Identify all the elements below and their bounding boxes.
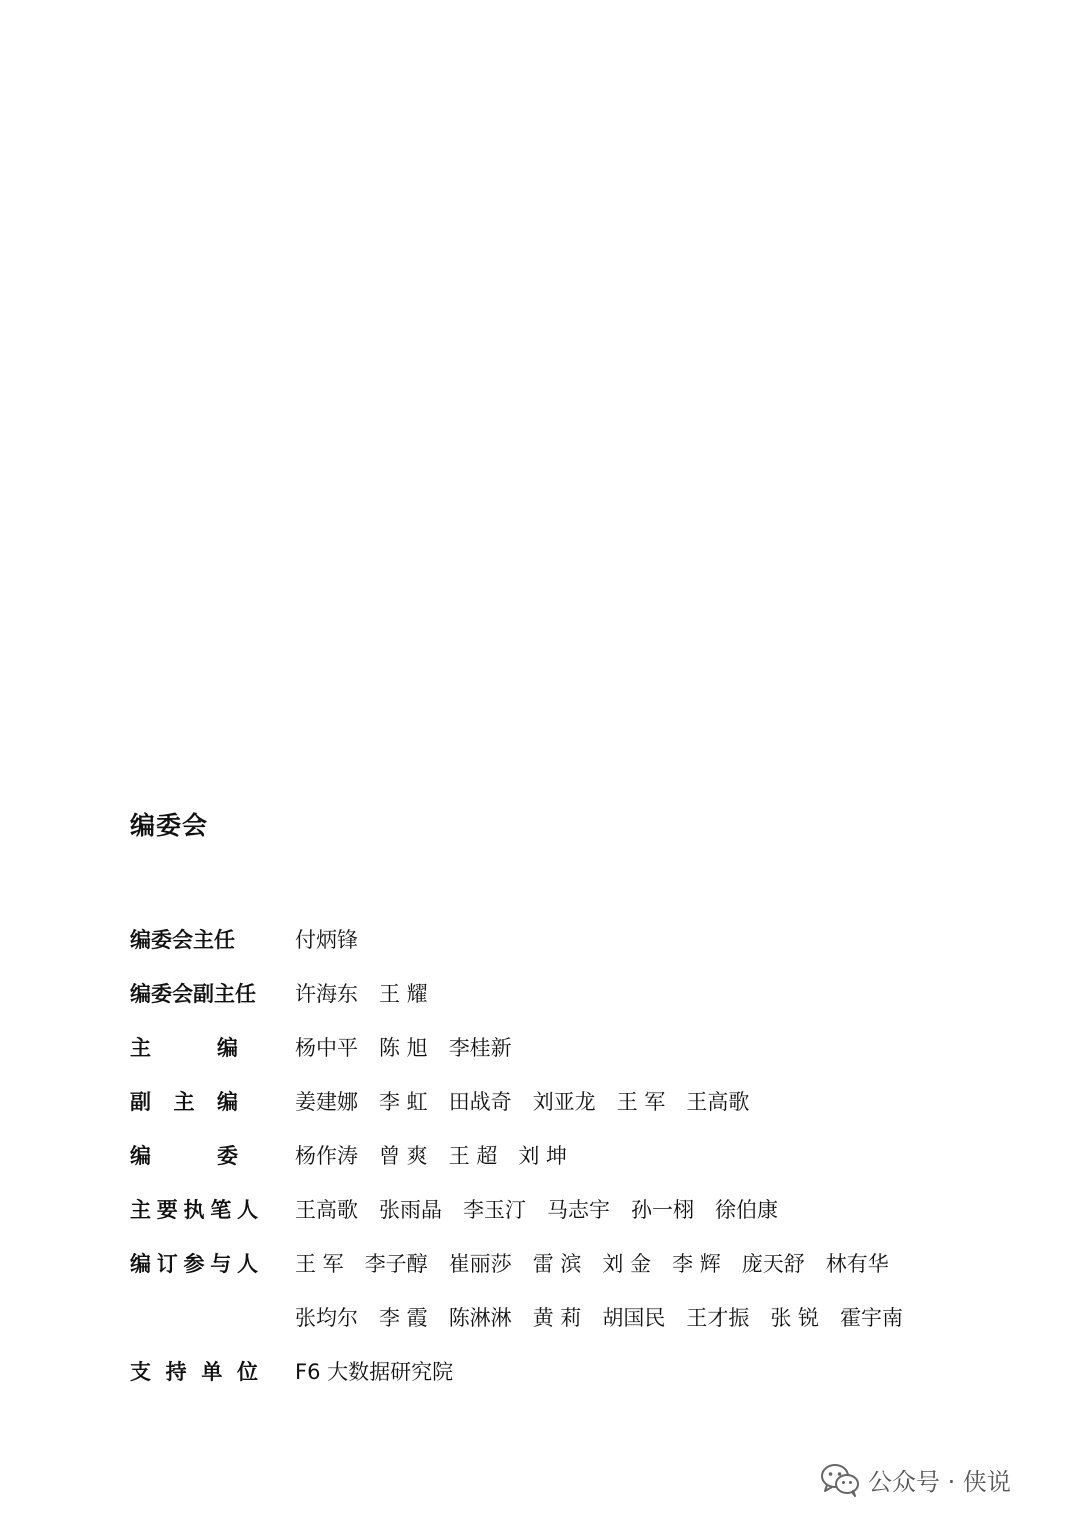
member-name: 李 辉 <box>672 1252 721 1276</box>
member-name: 黄 莉 <box>532 1306 582 1330</box>
member-name: 李 霞 <box>379 1306 428 1330</box>
member-name: 王高歌 <box>295 1198 358 1222</box>
member-name: 李子醇 <box>364 1252 428 1276</box>
member-name: 张雨晶 <box>379 1198 442 1222</box>
watermark <box>820 1462 1011 1497</box>
member-name: 孙一栩 <box>631 1198 694 1222</box>
row-label: 主 要 执 笔 人 <box>130 1198 258 1222</box>
member-name: 李 虹 <box>379 1090 428 1114</box>
organization-name: F6 大数据研究院 <box>295 1360 454 1384</box>
row-label: 编 委 <box>130 1144 238 1168</box>
row-names <box>295 1356 474 1386</box>
member-name: 张 锐 <box>770 1306 820 1330</box>
row-names <box>295 1086 770 1116</box>
row-label: 编委会副主任 <box>130 982 256 1006</box>
member-name: 李玉汀 <box>463 1198 526 1222</box>
member-name: 霍宇南 <box>840 1306 904 1330</box>
member-name: 王 耀 <box>379 982 428 1006</box>
member-name: 刘 金 <box>602 1252 652 1276</box>
committee-row-director <box>130 912 1030 966</box>
member-name: 曾 爽 <box>379 1144 428 1168</box>
committee-row-supporting-organization <box>130 1344 1030 1398</box>
member-name: 刘亚龙 <box>532 1090 596 1114</box>
row-label: 支 持 单 位 <box>130 1360 258 1384</box>
member-name: 姜建娜 <box>295 1090 358 1114</box>
member-name: 胡国民 <box>602 1306 666 1330</box>
committee-row-contributors-continued <box>130 1290 1030 1344</box>
member-name: 林有华 <box>825 1252 889 1276</box>
committee-row-deputy-director <box>130 966 1030 1020</box>
member-name: 庞天舒 <box>741 1252 805 1276</box>
member-name: 陈 旭 <box>379 1036 428 1060</box>
member-name: 王 军 <box>295 1252 344 1276</box>
wechat-icon <box>820 1463 860 1497</box>
row-names <box>295 1140 588 1170</box>
member-name: 王高歌 <box>686 1090 750 1114</box>
row-label: 编 订 参 与 人 <box>130 1252 258 1276</box>
watermark-text: 公众号 · 侠说 <box>868 1468 1011 1496</box>
member-name: 田战奇 <box>448 1090 512 1114</box>
committee-row-lead-writers <box>130 1182 1030 1236</box>
row-label: 副 主 编 <box>130 1090 238 1114</box>
row-names <box>295 924 379 954</box>
member-name: 付炳锋 <box>295 928 358 952</box>
row-names <box>295 1032 533 1062</box>
committee-row-committee-members <box>130 1128 1030 1182</box>
member-name: 许海东 <box>295 982 358 1006</box>
row-label: 主 编 <box>130 1036 238 1060</box>
committee-row-contributors <box>130 1236 1030 1290</box>
member-name: 张均尔 <box>295 1306 358 1330</box>
member-name: 李桂新 <box>448 1036 512 1060</box>
committee-row-deputy-editor <box>130 1074 1030 1128</box>
member-name: 雷 滨 <box>532 1252 582 1276</box>
committee-list <box>130 912 1030 1398</box>
member-name: 王 超 <box>448 1144 498 1168</box>
member-name: 陈淋淋 <box>448 1306 512 1330</box>
row-names <box>295 978 449 1008</box>
member-name: 刘 坤 <box>518 1144 568 1168</box>
row-names <box>295 1248 910 1278</box>
committee-row-editor-in-chief <box>130 1020 1030 1074</box>
member-name: 杨中平 <box>295 1036 358 1060</box>
member-name: 王 军 <box>616 1090 666 1114</box>
member-name: 马志宇 <box>547 1198 610 1222</box>
row-names <box>295 1194 799 1224</box>
member-name: 崔丽莎 <box>448 1252 512 1276</box>
row-names <box>295 1302 924 1332</box>
section-title: 编委会 <box>130 811 209 840</box>
member-name: 王才振 <box>686 1306 750 1330</box>
row-label: 编委会主任 <box>130 928 235 952</box>
member-name: 杨作涛 <box>295 1144 358 1168</box>
member-name: 徐伯康 <box>715 1198 778 1222</box>
